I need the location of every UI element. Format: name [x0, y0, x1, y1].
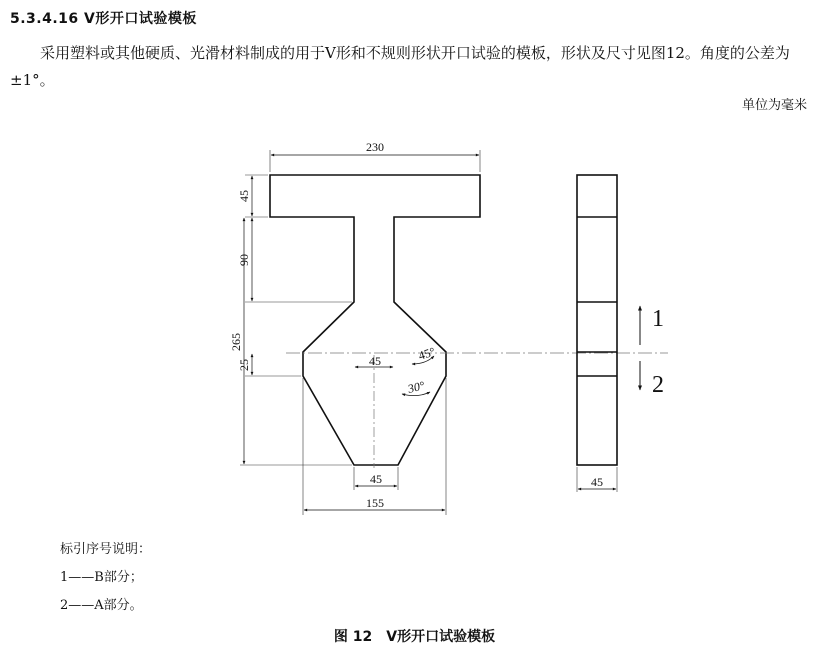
legend [60, 536, 151, 620]
dim-side-thickness: 45 [591, 475, 603, 489]
unit-note: 单位为毫米 [741, 98, 807, 113]
dim-bottom-width: 45 [370, 472, 382, 486]
dim-total-height: 265 [229, 333, 243, 351]
side-view [577, 175, 617, 465]
section-paragraph: 采用塑料或其他硬质、光滑材料制成的用于V形和不规则形状开口试验的模板，形状及尺寸见图12。角度的公差为±1°。 [10, 44, 790, 89]
part-label-1: 1 [652, 306, 664, 332]
dim-angle-upper: 45° [416, 344, 437, 363]
dim-top-width: 230 [366, 140, 384, 154]
figure-caption: 图 12 V形开口试验模板 [333, 629, 496, 645]
part-label-2: 2 [652, 372, 664, 398]
dimension-lines [244, 155, 616, 510]
section-title: 5.3.4.16 V形开口试验模板 [10, 11, 197, 27]
dim-angle-lower: 30° [406, 378, 427, 396]
dim-neck-height: 25 [237, 359, 251, 371]
dim-neck-width: 45 [369, 354, 381, 368]
legend-item-1: 1——B部分； [60, 570, 143, 585]
dim-stem-height: 90 [237, 254, 251, 266]
legend-title: 标引序号说明： [60, 542, 152, 557]
template-outline [270, 175, 480, 465]
dim-top-height: 45 [237, 190, 251, 202]
legend-item-2: 2——A部分。 [60, 598, 143, 613]
extension-lines [240, 150, 617, 515]
dim-overall-width: 155 [366, 496, 384, 510]
